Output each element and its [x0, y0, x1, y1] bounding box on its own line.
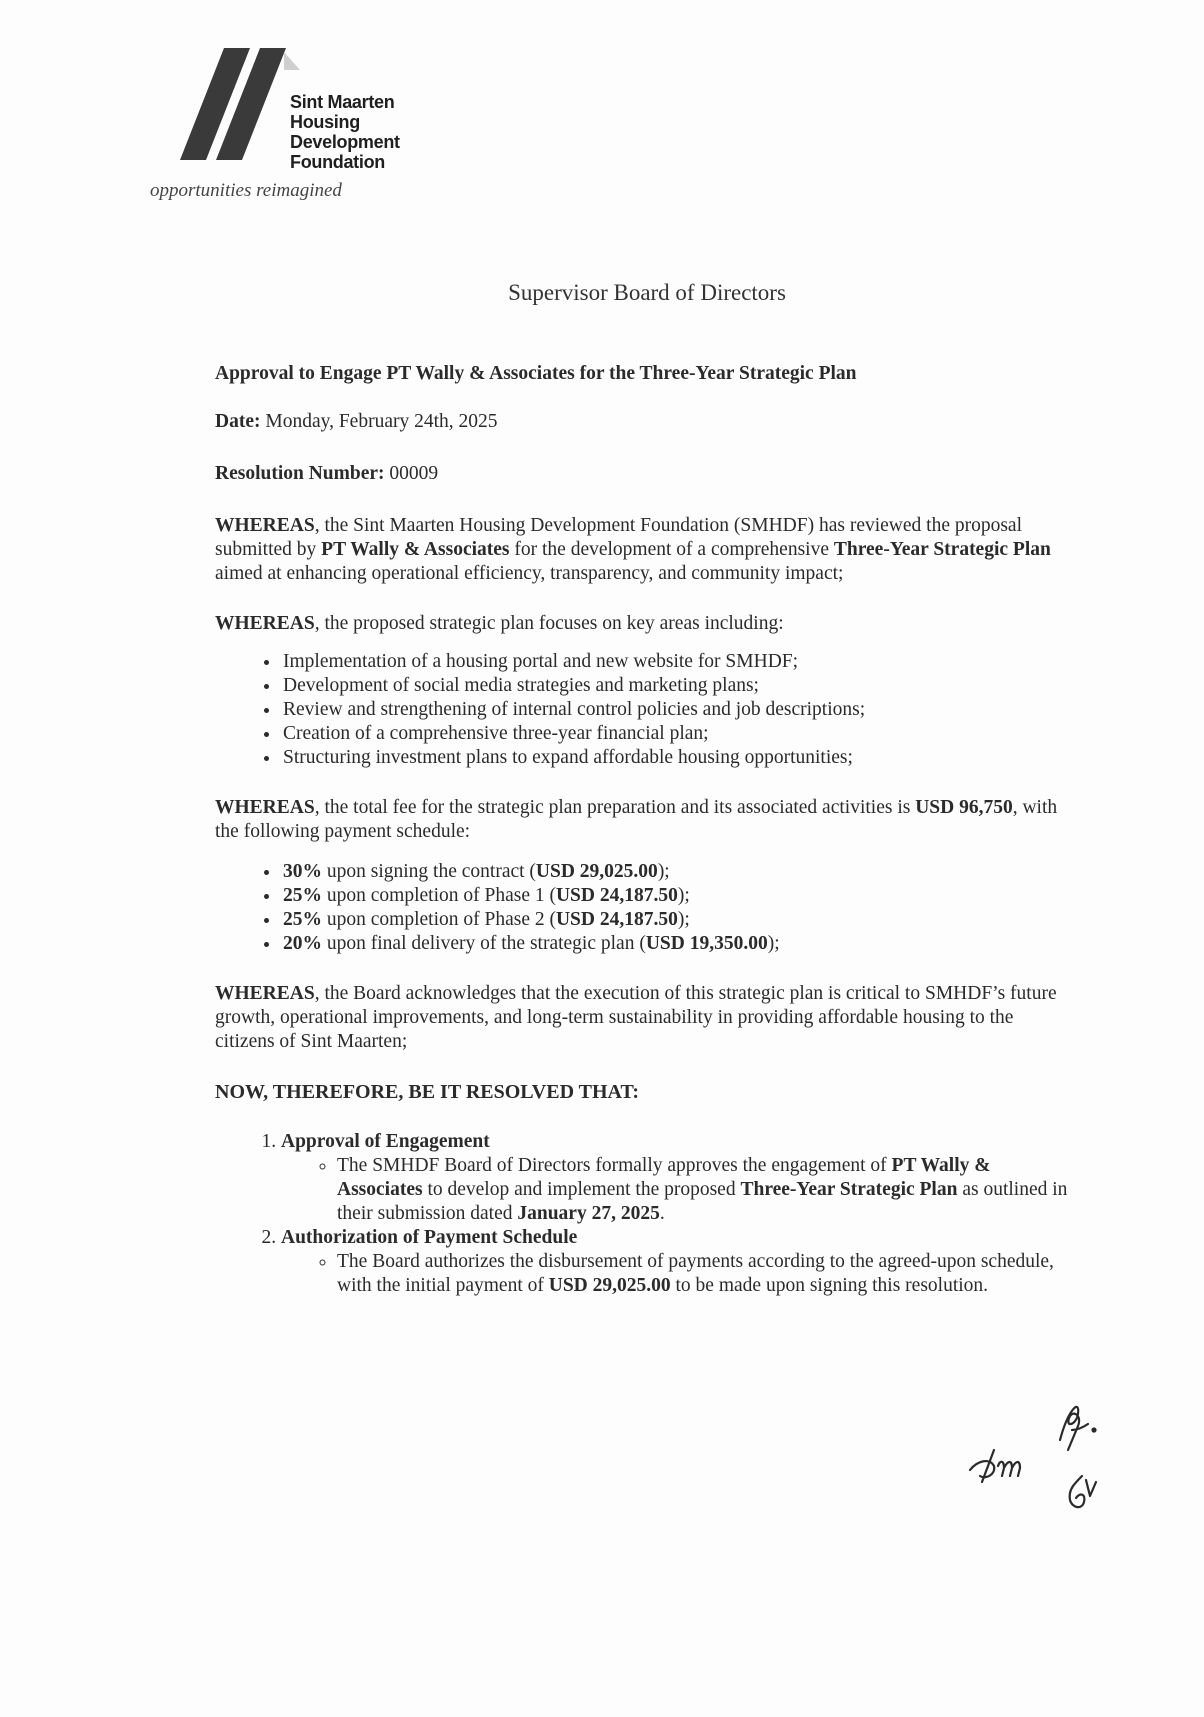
- org-logo: [150, 48, 420, 208]
- text-run: as outlined in their submission dated: [337, 1179, 1068, 1224]
- resolutions-list: [215, 1130, 1075, 1298]
- whereas-lead: WHEREAS: [215, 797, 315, 818]
- whereas-lead: WHEREAS: [215, 983, 315, 1004]
- text-run: aimed at enhancing operational efficiency, transparency, and community impact;: [215, 563, 844, 584]
- text-run: for the development of a comprehensive: [509, 539, 834, 560]
- list-item: [281, 860, 1075, 884]
- text-run: upon completion of Phase 1 (: [322, 885, 556, 906]
- text-run: );: [677, 909, 690, 930]
- signature-initials: [960, 1400, 1160, 1570]
- text-run: upon final delivery of the strategic plan (: [322, 933, 646, 954]
- whereas-review: [215, 514, 1075, 586]
- resolution-item: [281, 1130, 1075, 1226]
- text-run: .: [659, 1203, 665, 1224]
- resolved-heading: NOW, THEREFORE, BE IT RESOLVED THAT:: [215, 1081, 640, 1103]
- payment-schedule-list: [215, 860, 1075, 956]
- resolution-number-field: [215, 462, 1075, 486]
- whereas-acknowledge: [215, 982, 1075, 1054]
- payment-percent: 30%: [283, 861, 322, 882]
- bold-run: January 27, 2025: [517, 1203, 660, 1224]
- resolution-title: Approval of Engagement: [281, 1131, 490, 1152]
- text-run: The SMHDF Board of Directors formally approves the engagement of: [337, 1155, 892, 1176]
- text-run: upon completion of Phase 2 (: [322, 909, 556, 930]
- date-field: [215, 410, 1075, 434]
- whereas-lead: WHEREAS: [215, 613, 315, 634]
- date-value: Monday, February 24th, 2025: [265, 411, 498, 432]
- org-name-line: Sint Maarten: [290, 92, 395, 112]
- list-item: • Review and strengthening of internal control policies and job descriptions;: [281, 698, 1075, 722]
- text-run: );: [657, 861, 670, 882]
- list-item: • Implementation of a housing portal and new website for SMHDF;: [281, 650, 1075, 674]
- text-run: to be made upon signing this resolution.: [670, 1275, 989, 1296]
- text-run: );: [677, 885, 690, 906]
- page-title: Supervisor Board of Directors: [508, 280, 786, 305]
- payment-amount: USD 24,187.50: [555, 909, 678, 930]
- text-run: to develop and implement the proposed: [422, 1179, 741, 1200]
- bold-run: Three-Year Strategic Plan: [833, 539, 1051, 560]
- org-name-line: Development: [290, 132, 400, 152]
- resolution-number-label: Resolution Number:: [215, 463, 385, 484]
- list-item: [281, 884, 1075, 908]
- payment-percent: 25%: [283, 885, 322, 906]
- bold-run: USD 29,025.00: [548, 1275, 671, 1296]
- whereas-focus: [215, 612, 1075, 636]
- text-run: , the proposed strategic plan focuses on key areas including:: [314, 613, 784, 634]
- list-item: [337, 1154, 1075, 1226]
- list-item: • Creation of a comprehensive three-year financial plan;: [281, 722, 1075, 746]
- text-run: upon signing the contract (: [322, 861, 536, 882]
- text-run: , the total fee for the strategic plan preparation and its associated activities is: [314, 797, 916, 818]
- bold-run: PT Wally & Associates: [337, 1155, 991, 1200]
- date-label: Date:: [215, 411, 261, 432]
- list-item: • Structuring investment plans to expand affordable housing opportunities;: [281, 746, 1075, 770]
- payment-percent: 25%: [283, 909, 322, 930]
- org-name: [290, 92, 400, 172]
- payment-percent: 20%: [283, 933, 322, 954]
- resolution-item: [281, 1226, 1075, 1298]
- list-item: [281, 932, 1075, 956]
- payment-amount: USD 29,025.00: [535, 861, 658, 882]
- resolution-detail: [281, 1154, 1075, 1226]
- whereas-lead: WHEREAS: [215, 515, 315, 536]
- total-fee: USD 96,750: [915, 797, 1013, 818]
- logo-stripes-icon: [180, 48, 300, 168]
- org-name-line: Housing: [290, 112, 360, 132]
- resolution-title: Authorization of Payment Schedule: [281, 1227, 578, 1248]
- whereas-fee: [215, 796, 1075, 844]
- list-item: [337, 1250, 1075, 1298]
- list-item: • Development of social media strategies and marketing plans;: [281, 674, 1075, 698]
- bold-run: PT Wally & Associates: [321, 539, 510, 560]
- payment-amount: USD 19,350.00: [645, 933, 768, 954]
- text-run: The Board authorizes the disbursement of payments according to the agreed-upon schedule, with the initial payment of: [337, 1251, 1054, 1296]
- list-item: [281, 908, 1075, 932]
- focus-areas-list: [215, 650, 1075, 770]
- bold-run: Three-Year Strategic Plan: [740, 1179, 958, 1200]
- resolution-detail: [281, 1250, 1075, 1298]
- org-tagline: opportunities reimagined: [150, 180, 342, 201]
- text-run: , with the following payment schedule:: [215, 797, 1058, 842]
- document-body: [215, 362, 1075, 1298]
- text-run: );: [767, 933, 780, 954]
- handwritten-signature-icon: [960, 1400, 1160, 1570]
- text-run: , the Board acknowledges that the execution of this strategic plan is critical to SMHDF’s future growth, operational improvements, and long-term sustainability in providing affordable housing to the citizens of Sint Maarten;: [215, 983, 1057, 1052]
- payment-amount: USD 24,187.50: [555, 885, 678, 906]
- org-name-line: Foundation: [290, 152, 385, 172]
- text-run: , the Sint Maarten Housing Development Foundation (SMHDF) has reviewed the proposal submitted by: [215, 515, 1023, 560]
- resolution-subject: Approval to Engage PT Wally & Associates for the Three-Year Strategic Plan: [215, 363, 857, 384]
- resolution-number-value: 00009: [389, 463, 439, 484]
